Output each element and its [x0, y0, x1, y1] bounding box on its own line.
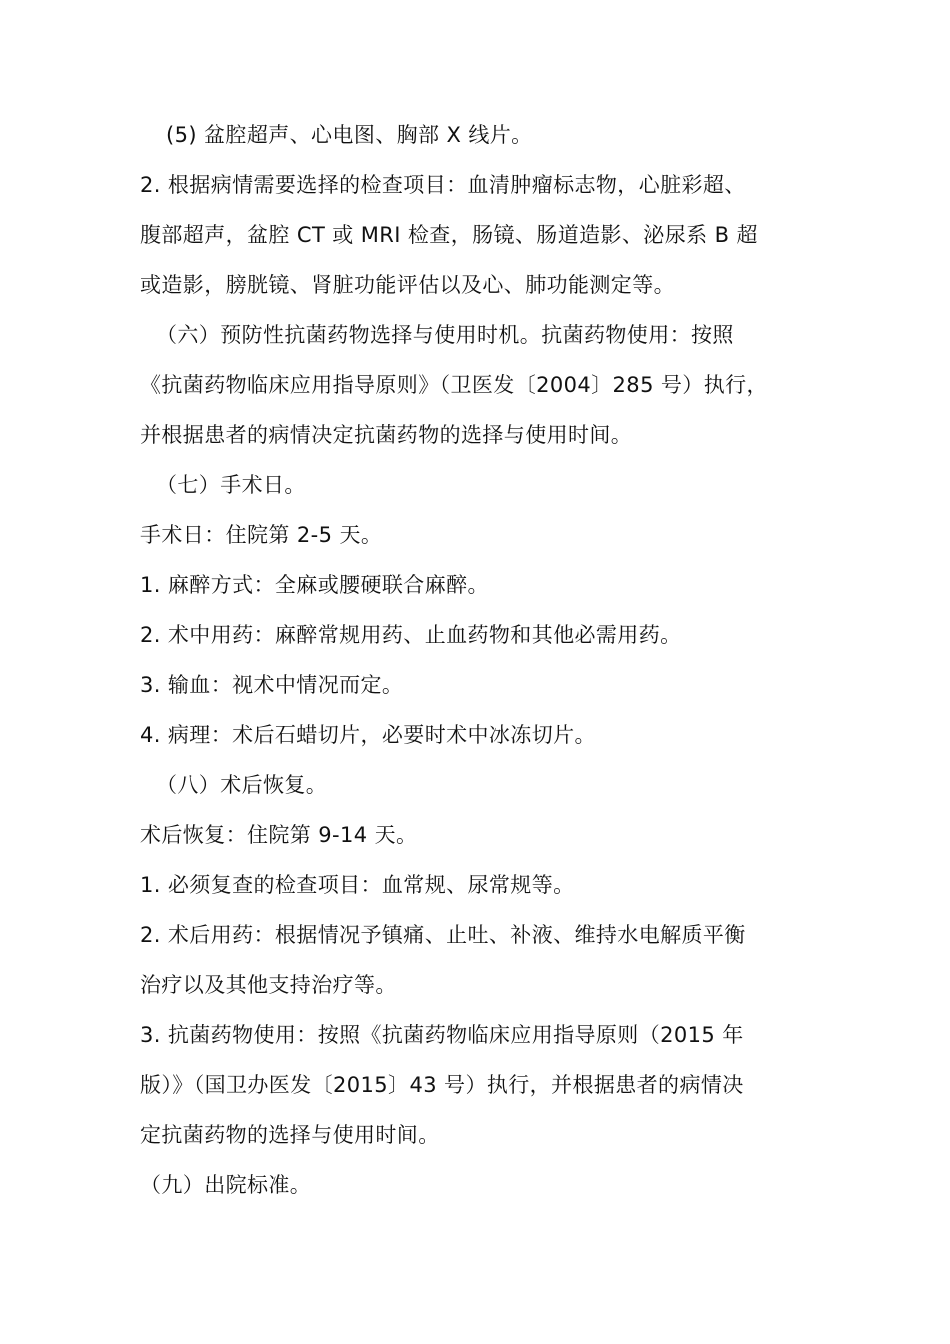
section-heading: （八）术后恢复。	[156, 773, 328, 797]
text-line: 3. 抗菌药物使用：按照《抗菌药物临床应用指导原则（2015 年	[140, 1023, 744, 1047]
text-line: 《抗菌药物临床应用指导原则》（卫医发〔2004〕285 号）执行，	[140, 373, 768, 397]
text-line: 或造影，膀胱镜、肾脏功能评估以及心、肺功能测定等。	[140, 273, 675, 297]
text-line: 2. 术中用药：麻醉常规用药、止血药物和其他必需用药。	[140, 623, 682, 647]
text-line: 手术日：住院第 2-5 天。	[140, 523, 383, 547]
text-line: 术后恢复：住院第 9-14 天。	[140, 823, 418, 847]
text-line: 腹部超声，盆腔 CT 或 MRI 检查，肠镜、肠道造影、泌尿系 B 超	[140, 223, 758, 247]
text-line: 并根据患者的病情决定抗菌药物的选择与使用时间。	[140, 423, 633, 447]
text-line: 2. 根据病情需要选择的检查项目：血清肿瘤标志物，心脏彩超、	[140, 173, 746, 197]
text-line: 1. 麻醉方式：全麻或腰硬联合麻醉。	[140, 573, 489, 597]
text-line: 2. 术后用药：根据情况予镇痛、止吐、补液、维持水电解质平衡	[140, 923, 746, 947]
section-heading: （九）出院标准。	[140, 1173, 312, 1197]
text-line: 3. 输血：视术中情况而定。	[140, 673, 404, 697]
text-line: 定抗菌药物的选择与使用时间。	[140, 1123, 440, 1147]
text-line: 4. 病理：术后石蜡切片，必要时术中冰冻切片。	[140, 723, 596, 747]
text-line: 1. 必须复查的检查项目：血常规、尿常规等。	[140, 873, 575, 897]
text-line: 治疗以及其他支持治疗等。	[140, 973, 397, 997]
text-line: 版）》（国卫办医发〔2015〕43 号）执行，并根据患者的病情决	[140, 1073, 744, 1097]
text-line: (5) 盆腔超声、心电图、胸部 X 线片。	[166, 123, 533, 147]
section-heading: （六）预防性抗菌药物选择与使用时机。抗菌药物使用：按照	[156, 323, 734, 347]
section-heading: （七）手术日。	[156, 473, 306, 497]
